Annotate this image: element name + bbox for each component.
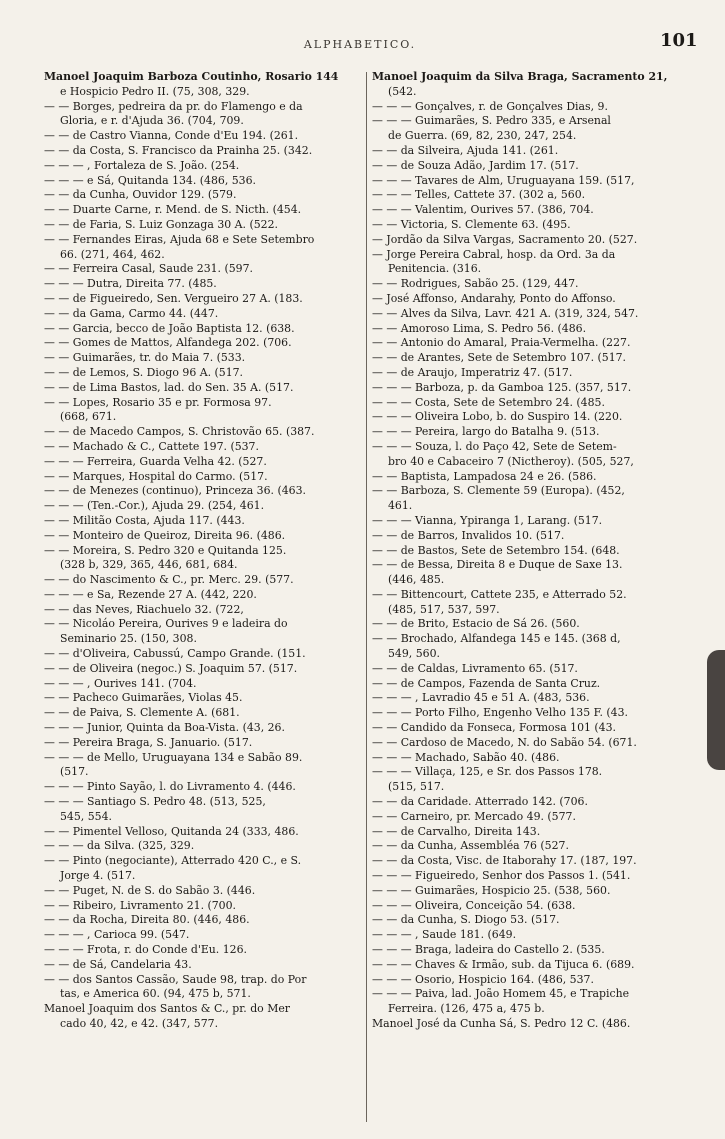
directory-entry: 66. (271, 464, 462. (60, 247, 165, 261)
directory-entry: — — Machado & C., Cattete 197. (537. (44, 439, 259, 453)
directory-entry: (328 b, 329, 365, 446, 681, 684. (60, 558, 238, 572)
directory-entry: (515, 517. (388, 780, 445, 794)
directory-entry: — — — Oliveira, Conceição 54. (638. (372, 898, 576, 912)
directory-entry: — — de Arantes, Sete de Setembro 107. (517. (372, 351, 627, 365)
directory-entry: — — — Villaça, 125, e Sr. dos Passos 178. (372, 765, 603, 779)
directory-entry: — — de Bastos, Sete de Setembro 154. (648. (372, 543, 620, 557)
directory-entry: — — Pacheco Guimarães, Violas 45. (44, 691, 243, 705)
directory-entry: 545, 554. (60, 809, 112, 823)
directory-entry: 549, 560. (388, 647, 440, 661)
directory-entry: — — — Dutra, Direita 77. (485. (44, 277, 217, 291)
directory-entry: — — — , Fortaleza de S. João. (254. (44, 158, 240, 172)
directory-entry: — — Brochado, Alfandega 145 e 145. (368 d, (372, 632, 621, 646)
directory-entry: — — Amoroso Lima, S. Pedro 56. (486. (372, 321, 587, 335)
directory-entry: — — da Cunha, S. Diogo 53. (517. (372, 913, 560, 927)
directory-entry: — — — , Ourives 141. (704. (44, 676, 197, 690)
directory-entry: — — Puget, N. de S. do Sabão 3. (446. (44, 883, 256, 897)
directory-entry: — — — Pereira, largo do Batalha 9. (513. (372, 425, 600, 439)
directory-entry: — — — (Ten.-Cor.), Ajuda 29. (254, 461. (44, 499, 265, 513)
directory-entry: — — de Menezes (continuo), Princeza 36. (463. (44, 484, 306, 498)
directory-entry: — — — e Sa, Rezende 27 A. (442, 220. (44, 587, 257, 601)
directory-entry: — — de Araujo, Imperatriz 47. (517. (372, 365, 573, 379)
directory-entry: (542. (388, 84, 417, 98)
page-header (0, 30, 725, 60)
page-edge-mark (707, 650, 725, 770)
directory-entry: — — Ribeiro, Livramento 21. (700. (44, 898, 237, 912)
directory-entry: — — Militão Costa, Ajuda 117. (443. (44, 513, 245, 527)
directory-entry: — — do Nascimento & C., pr. Merc. 29. (577. (44, 573, 294, 587)
directory-entry: — — da Gama, Carmo 44. (447. (44, 306, 219, 320)
directory-entry: — — da Cunha, Assembléa 76 (527. (372, 839, 569, 853)
directory-entry: — — Alves da Silva, Lavr. 421 A. (319, 324, 547. (372, 306, 639, 320)
directory-entry: — — — Junior, Quinta da Boa-Vista. (43, 26. (44, 721, 285, 735)
directory-entry: — — — Oliveira Lobo, b. do Suspiro 14. (220. (372, 410, 623, 424)
directory-entry: — — Ferreira Casal, Saude 231. (597. (44, 262, 253, 276)
directory-entry: — — — Porto Filho, Engenho Velho 135 F. (43. (372, 706, 628, 720)
directory-entry: — — Gomes de Mattos, Alfandega 202. (706. (44, 336, 292, 350)
directory-entry: (668, 671. (60, 410, 117, 424)
directory-entry: — — de Carvalho, Direita 143. (372, 824, 541, 838)
directory-entry: de Guerra. (69, 82, 230, 247, 254. (388, 129, 577, 143)
directory-entry: Ferreira. (126, 475 a, 475 b. (388, 1002, 545, 1016)
directory-entry: — — da Caridade. Atterrado 142. (706. (372, 795, 588, 809)
directory-entry: — — Bittencourt, Cattete 235, e Atterrado 52. (372, 587, 627, 601)
directory-entry: — — — , Lavradio 45 e 51 A. (483, 536. (372, 691, 590, 705)
directory-entry: — — de Sá, Candelaria 43. (44, 957, 192, 971)
directory-entry: — — Garcia, becco de João Baptista 12. (638. (44, 321, 295, 335)
directory-entry: — — de Souza Adão, Jardim 17. (517. (372, 158, 579, 172)
directory-entry: — — Borges, pedreira da pr. do Flamengo e da (44, 99, 303, 113)
directory-entry: — — de Lemos, S. Diogo 96 A. (517. (44, 365, 244, 379)
directory-entry: — — de Paiva, S. Clemente A. (681. (44, 706, 240, 720)
directory-entry: — — — Tavares de Alm, Uruguayana 159. (517, (372, 173, 635, 187)
directory-entry: — — de Oliveira (negoc.) S. Joaquim 57. (517. (44, 661, 298, 675)
directory-entry: — — — Valentim, Ourives 57. (386, 704. (372, 203, 594, 217)
directory-entry: — — — da Silva. (325, 329. (44, 839, 195, 853)
directory-entry: — — — Vianna, Ypiranga 1, Larang. (517. (372, 513, 603, 527)
directory-entry: Manoel Joaquim Barboza Coutinho, Rosario 144 (44, 70, 339, 83)
directory-entry: — — — Frota, r. do Conde d'Eu. 126. (44, 943, 247, 957)
directory-entry: — — da Costa, S. Francisco da Prainha 25. (342. (44, 143, 313, 157)
directory-entry: — — de Barros, Invalidos 10. (517. (372, 528, 565, 542)
directory-entry: — — — Paiva, lad. João Homem 45, e Trapiche (372, 987, 630, 1001)
directory-entry: — — — Barboza, p. da Gamboa 125. (357, 517. (372, 380, 632, 394)
directory-entry: — Jordão da Silva Vargas, Sacramento 20. (527. (372, 232, 638, 246)
directory-entry: — — Duarte Carne, r. Mend. de S. Nicth. (454. (44, 203, 302, 217)
directory-entry: — — Barboza, S. Clemente 59 (Europa). (452, (372, 484, 625, 498)
directory-entry: — — da Cunha, Ouvidor 129. (579. (44, 188, 237, 202)
directory-entry: — — Antonio do Amaral, Praia-Vermelha. (227. (372, 336, 631, 350)
directory-entry: — — de Faria, S. Luiz Gonzaga 30 A. (522. (44, 217, 278, 231)
directory-entry: — — da Silveira, Ajuda 141. (261. (372, 143, 559, 157)
directory-entry: e Hospicio Pedro II. (75, 308, 329. (60, 84, 250, 98)
directory-entry: — — Candido da Fonseca, Formosa 101 (43. (372, 721, 616, 735)
directory-entry: cado 40, 42, e 42. (347, 577. (60, 1017, 219, 1030)
directory-entry: Penitencia. (316. (388, 262, 482, 276)
directory-entry: — — dos Santos Cassão, Saude 98, trap. do Por (44, 972, 307, 986)
directory-entry: — — — Santiago S. Pedro 48. (513, 525, (44, 795, 266, 809)
directory-entry: — — de Castro Vianna, Conde d'Eu 194. (261. (44, 129, 299, 143)
right-column (372, 70, 696, 1130)
directory-entry: — — d'Oliveira, Cabussú, Campo Grande. (151. (44, 647, 306, 661)
directory-entry: — Jorge Pereira Cabral, hosp. da Ord. 3a da (372, 247, 616, 261)
directory-entry: — — de Campos, Fazenda de Santa Cruz. (372, 676, 601, 690)
directory-entry: (517. (60, 765, 89, 779)
directory-entry: Manoel Joaquim dos Santos & C., pr. do Mer (44, 1002, 290, 1016)
directory-entry: — — Victoria, S. Clemente 63. (495. (372, 217, 571, 231)
directory-entry: — — da Costa, Visc. de Itaborahy 17. (187, 197. (372, 854, 637, 868)
directory-entry: Gloria, e r. d'Ajuda 36. (704, 709. (60, 114, 244, 128)
directory-entry: — — das Neves, Riachuelo 32. (722, (44, 602, 244, 616)
directory-entry: Seminario 25. (150, 308. (60, 632, 197, 646)
directory-entry: — — — Machado, Sabão 40. (486. (372, 750, 560, 764)
directory-entry: — — — Costa, Sete de Setembro 24. (485. (372, 395, 605, 409)
directory-entry: — — de Brito, Estacio de Sá 26. (560. (372, 617, 580, 631)
directory-entry: — — — Pinto Sayão, l. do Livramento 4. (446. (44, 780, 296, 794)
directory-entry: — — — , Saude 181. (649. (372, 928, 517, 942)
column-divider (366, 72, 367, 1122)
directory-entry: — — Pereira Braga, S. Januario. (517. (44, 735, 253, 749)
left-column (44, 70, 364, 1130)
directory-entry: — — Pimentel Velloso, Quitanda 24 (333, 486. (44, 824, 299, 838)
directory-entry: — — Pinto (negociante), Atterrado 420 C., e S. (44, 854, 302, 868)
directory-entry: — — Guimarães, tr. do Maia 7. (533. (44, 351, 246, 365)
directory-entry: (485, 517, 537, 597. (388, 602, 500, 616)
directory-entry: — — — Souza, l. do Paço 42, Sete de Setem- (372, 439, 617, 453)
directory-entry: — — Nicoláo Pereira, Ourives 9 e ladeira do (44, 617, 288, 631)
directory-entry: 461. (388, 499, 413, 513)
directory-entry: — — de Caldas, Livramento 65. (517. (372, 661, 578, 675)
directory-entry: — — Carneiro, pr. Mercado 49. (577. (372, 809, 576, 823)
directory-entry: — — — , Carioca 99. (547. (44, 928, 190, 942)
directory-entry: — — Fernandes Eiras, Ajuda 68 e Sete Setembro (44, 232, 315, 246)
directory-entry: — — Marques, Hospital do Carmo. (517. (44, 469, 268, 483)
directory-entry: — — — de Mello, Uruguayana 134 e Sabão 89. (44, 750, 303, 764)
directory-entry: — — Monteiro de Queiroz, Direita 96. (486. (44, 528, 286, 542)
directory-entry: — José Affonso, Andarahy, Ponto do Affonso. (372, 291, 616, 305)
directory-entry: — — Cardoso de Macedo, N. do Sabão 54. (671. (372, 735, 637, 749)
directory-entry: (446, 485. (388, 573, 445, 587)
directory-entry: Manoel José da Cunha Sá, S. Pedro 12 C. (486. (372, 1017, 631, 1030)
running-title: ALPHABETICO. (303, 38, 417, 51)
directory-entry: — — de Bessa, Direita 8 e Duque de Saxe 13. (372, 558, 623, 572)
directory-entry: bro 40 e Cabaceiro 7 (Nictheroy). (505, 527, (388, 454, 634, 468)
directory-entry: Manoel Joaquim da Silva Braga, Sacramento 21, (372, 70, 668, 83)
directory-entry: — — — Ferreira, Guarda Velha 42. (527. (44, 454, 267, 468)
directory-entry: — — Rodrigues, Sabão 25. (129, 447. (372, 277, 579, 291)
directory-entry: — — Baptista, Lampadosa 24 e 26. (586. (372, 469, 597, 483)
directory-entry: — — — e Sá, Quitanda 134. (486, 536. (44, 173, 256, 187)
directory-entry: — — — Osorio, Hospicio 164. (486, 537. (372, 972, 594, 986)
directory-entry: — — — Braga, ladeira do Castello 2. (535. (372, 943, 605, 957)
directory-entry: — — — Chaves & Irmão, sub. da Tijuca 6. (689. (372, 957, 635, 971)
directory-entry: — — — Telles, Cattete 37. (302 a, 560. (372, 188, 586, 202)
directory-entry: Jorge 4. (517. (60, 869, 136, 883)
directory-entry: — — de Lima Bastos, lad. do Sen. 35 A. (517. (44, 380, 294, 394)
directory-entry: — — da Rocha, Direita 80. (446, 486. (44, 913, 250, 927)
page-number: 101 (660, 30, 698, 51)
directory-entry: — — — Figueiredo, Senhor dos Passos 1. (541. (372, 869, 631, 883)
directory-entry: — — — Guimarães, Hospicio 25. (538, 560. (372, 883, 611, 897)
directory-entry: — — de Macedo Campos, S. Christovão 65. (387. (44, 425, 315, 439)
directory-entry: — — — Guimarães, S. Pedro 335, e Arsenal (372, 114, 611, 128)
directory-entry: — — — Gonçalves, r. de Gonçalves Dias, 9. (372, 99, 608, 113)
directory-entry: — — Lopes, Rosario 35 e pr. Formosa 97. (44, 395, 272, 409)
directory-entry: tas, e America 60. (94, 475 b, 571. (60, 987, 251, 1001)
directory-entry: — — de Figueiredo, Sen. Vergueiro 27 A. (183. (44, 291, 303, 305)
directory-entry: — — Moreira, S. Pedro 320 e Quitanda 125. (44, 543, 287, 557)
